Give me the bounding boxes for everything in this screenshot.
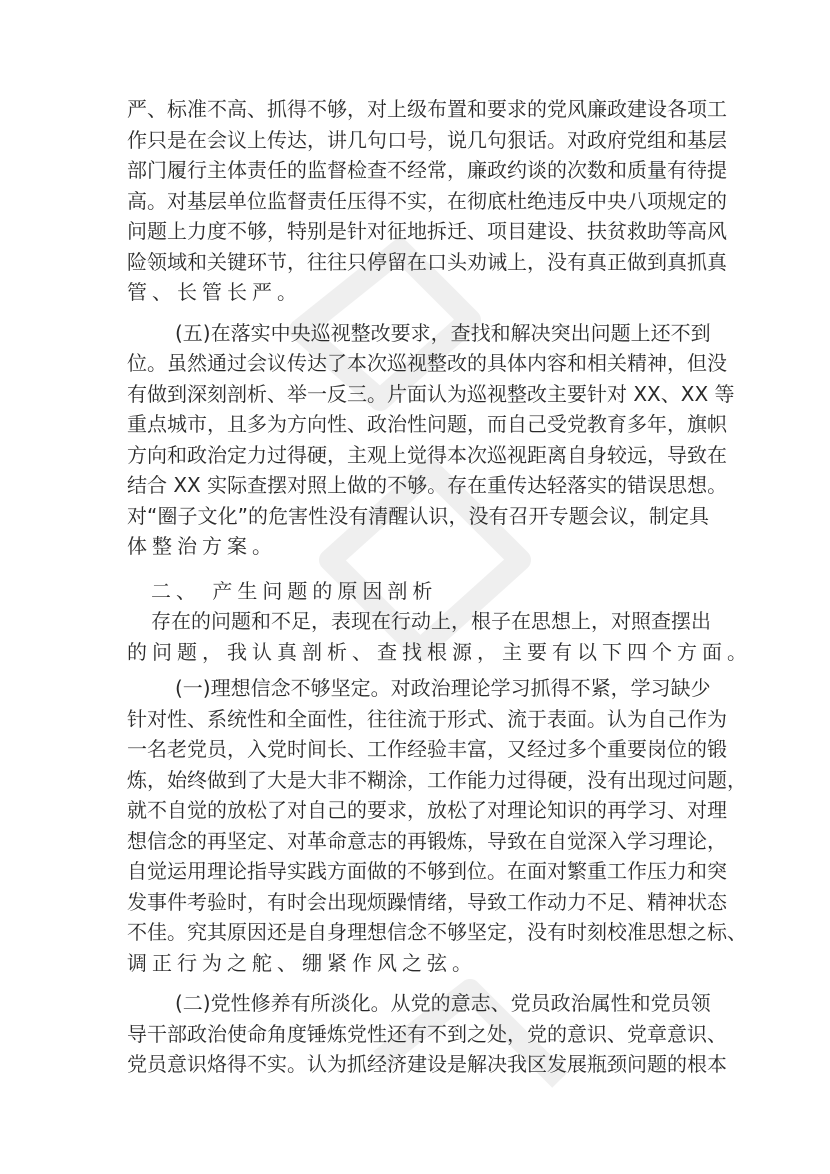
text-line: 调正行为之舵、绷紧作风之弦。 bbox=[127, 950, 477, 975]
text-line: 高。对基层单位监督责任压得不实，在彻底杜绝违反中央八项规定的 bbox=[127, 188, 727, 213]
document-page bbox=[127, 94, 752, 1080]
text-line: (二)党性修养有所淡化。从党的意志、党员政治属性和党员领 bbox=[175, 991, 711, 1015]
text-line: 作只是在会议上传达，讲几句口号，说几句狠话。对政府党组和基层 bbox=[127, 127, 727, 152]
text-line: (五)在落实中央巡视整改要求，查找和解决突出问题上还不到 bbox=[175, 320, 711, 345]
text-line: 重点城市，且多为方向性、政治性问题，而自己受党教育多年，旗帜 bbox=[127, 412, 727, 436]
text-line: 对“圈子文化”的危害性没有清醒认识，没有召开专题会议，制定具 bbox=[127, 503, 709, 528]
text-line: 自觉运用理论指导实践方面做的不够到位。在面对繁重工作压力和突 bbox=[127, 859, 727, 883]
text-line: 位。虽然通过会议传达了本次巡视整改的具体内容和相关精神，但没 bbox=[127, 351, 727, 375]
paragraph-intro bbox=[127, 606, 752, 667]
text-line: 就不自觉的放松了对自己的要求，放松了对理论知识的再学习、对理 bbox=[127, 798, 727, 822]
text-line: 的问题，我认真剖析、查找根源，主要有以下四个方面。 bbox=[127, 639, 752, 664]
text-line: 针对性、系统性和全面性，往往流于形式、流于表面。认为自己作为 bbox=[127, 706, 727, 731]
text-line: 导干部政治使命角度锤炼党性还有不到之处，党的意识、党章意识、 bbox=[127, 1021, 727, 1046]
text-line: 不佳。究其原因还是自身理想信念不够坚定，没有时刻校准思想之标、 bbox=[127, 920, 747, 944]
text-line: (一)理想信念不够坚定。对政治理论学习抓得不紧，学习缺少 bbox=[175, 676, 711, 700]
text-line: 问题上力度不够，特别是针对征地拆迁、项目建设、扶贫救助等高风 bbox=[127, 219, 727, 243]
text-line: 险领域和关键环节，往往只停留在口头劝诫上，没有真正做到真抓真 bbox=[127, 249, 727, 274]
text-line: 有做到深刻剖析、举一反三。片面认为巡视整改主要针对 XX、XX 等 bbox=[127, 381, 735, 406]
text-line: 部门履行主体责任的监督检查不经常，廉政约谈的次数和质量有待提 bbox=[127, 158, 727, 182]
text-line: 炼，始终做到了大是大非不糊涂，工作能力过得硬，没有出现过问题， bbox=[127, 767, 747, 792]
heading-text: 二、 产生问题的原因剖析 bbox=[151, 578, 438, 603]
text-line: 党员意识烙得不实。认为抓经济建设是解决我区发展瓶颈问题的根本 bbox=[127, 1052, 727, 1076]
text-line: 发事件考验时，有时会出现烦躁情绪，导致工作动力不足、精神状态 bbox=[127, 889, 727, 914]
text-line: 想信念的再坚定、对革命意志的再锻炼，导致在自觉深入学习理论， bbox=[127, 828, 727, 853]
text-line: 存在的问题和不足，表现在行动上，根子在思想上，对照查摆出 bbox=[151, 609, 711, 633]
text-line: 一名老党员，入党时间长、工作经验丰富，又经过多个重要岗位的锻 bbox=[127, 737, 727, 761]
paragraph-item-2 bbox=[127, 988, 727, 1080]
text-line: 严、标准不高、抓得不够，对上级布置和要求的党风廉政建设各项工 bbox=[127, 97, 727, 121]
section-heading bbox=[127, 576, 709, 607]
paragraph-item-5 bbox=[127, 318, 735, 562]
text-line: 体整治方案。 bbox=[127, 534, 277, 558]
text-line: 方向和政治定力过得硬，主观上觉得本次巡视距离自身较远，导致在 bbox=[127, 442, 727, 467]
paragraph-item-1 bbox=[127, 673, 747, 978]
paragraph-accountability bbox=[127, 94, 727, 308]
text-line: 管、长管长严。 bbox=[127, 280, 302, 304]
text-line: 结合 XX 实际查摆对照上做的不够。存在重传达轻落实的错误思想。 bbox=[127, 473, 728, 497]
